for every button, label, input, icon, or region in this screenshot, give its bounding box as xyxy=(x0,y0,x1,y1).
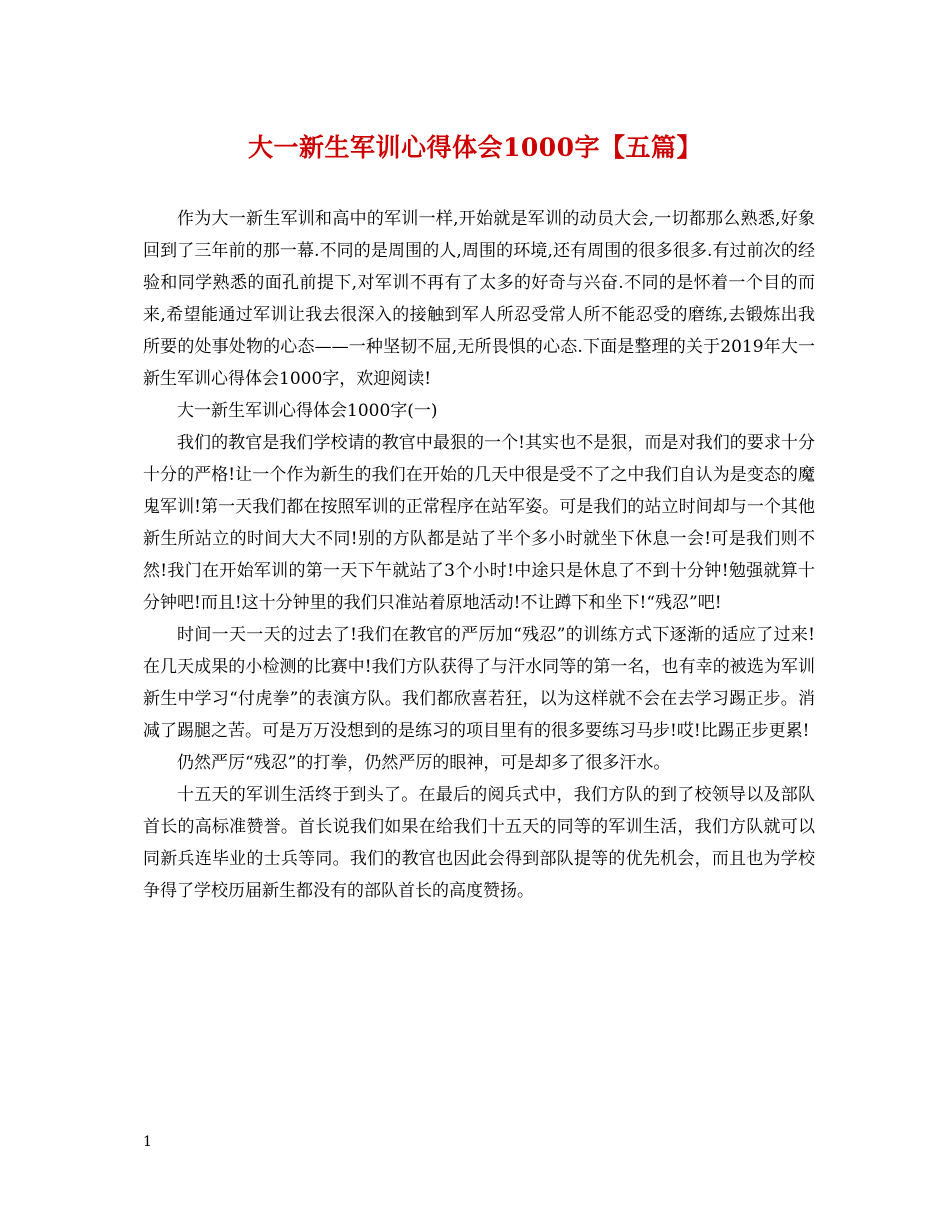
document-title: 大一新生军训心得体会1000字【五篇】 xyxy=(247,133,703,162)
body-paragraph: 时间一天一天的过去了!我们在教官的严厉加“残忍”的训练方式下逐渐的适应了过来!在几天成果的小检测的比赛中!我们方队获得了与汗水同等的第一名，也有幸的被选为军训新生中学习“付虎拳”的表演方队。我们都欣喜若狂，以为这样就不会在去学习踢正步。消减了踢腿之苦。可是万万没想到的是练习的项目里有的很多要练习马步!哎!比踢正步更累! xyxy=(143,625,815,741)
intro-paragraph: 作为大一新生军训和高中的军训一样,开始就是军训的动员大会,一切都那么熟悉,好象回到了三年前的那一幕.不同的是周围的人,周围的环境,还有周围的很多很多.有过前次的经验和同学熟悉的面孔前提下,对军训不再有了太多的好奇与兴奋.不同的是怀着一个目的而来,希望能通过军训让我去很深入的接触到军人所忍受常人所不能忍受的磨练,去锻炼出我所要的处事处物的心态——一种坚韧不屈,无所畏惧的心态.下面是整理的关于2019年大一新生军训心得体会1000字，欢迎阅读! xyxy=(143,209,815,389)
document-body xyxy=(143,203,815,907)
body-paragraph: 仍然严厉“残忍”的打拳，仍然严厉的眼神，可是却多了很多汗水。 xyxy=(177,753,671,773)
section-heading: 大一新生军训心得体会1000字(一) xyxy=(177,401,438,421)
body-paragraph: 十五天的军训生活终于到头了。在最后的阅兵式中，我们方队的到了校领导以及部队首长的高标准赞誉。首长说我们如果在给我们十五天的同等的军训生活，我们方队就可以同新兵连毕业的士兵等同。我们的教官也因此会得到部队提等的优先机会，而且也为学校争得了学校历届新生都没有的部队首长的高度赞扬。 xyxy=(143,785,815,901)
page-number: 1 xyxy=(143,1134,152,1150)
body-paragraph: 我们的教官是我们学校请的教官中最狠的一个!其实也不是狠，而是对我们的要求十分十分的严格!让一个作为新生的我们在开始的几天中很是受不了之中我们自认为是变态的魔鬼军训!第一天我们都在按照军训的正常程序在站军姿。可是我们的站立时间却与一个其他新生所站立的时间大大不同!别的方队都是站了半个多小时就坐下休息一会!可是我们则不然!我门在开始军训的第一天下午就站了3个小时!中途只是休息了不到十分钟!勉强就算十分钟吧!而且!这十分钟里的我们只准站着原地活动!不让蹲下和坐下!“残忍”吧! xyxy=(143,433,815,613)
